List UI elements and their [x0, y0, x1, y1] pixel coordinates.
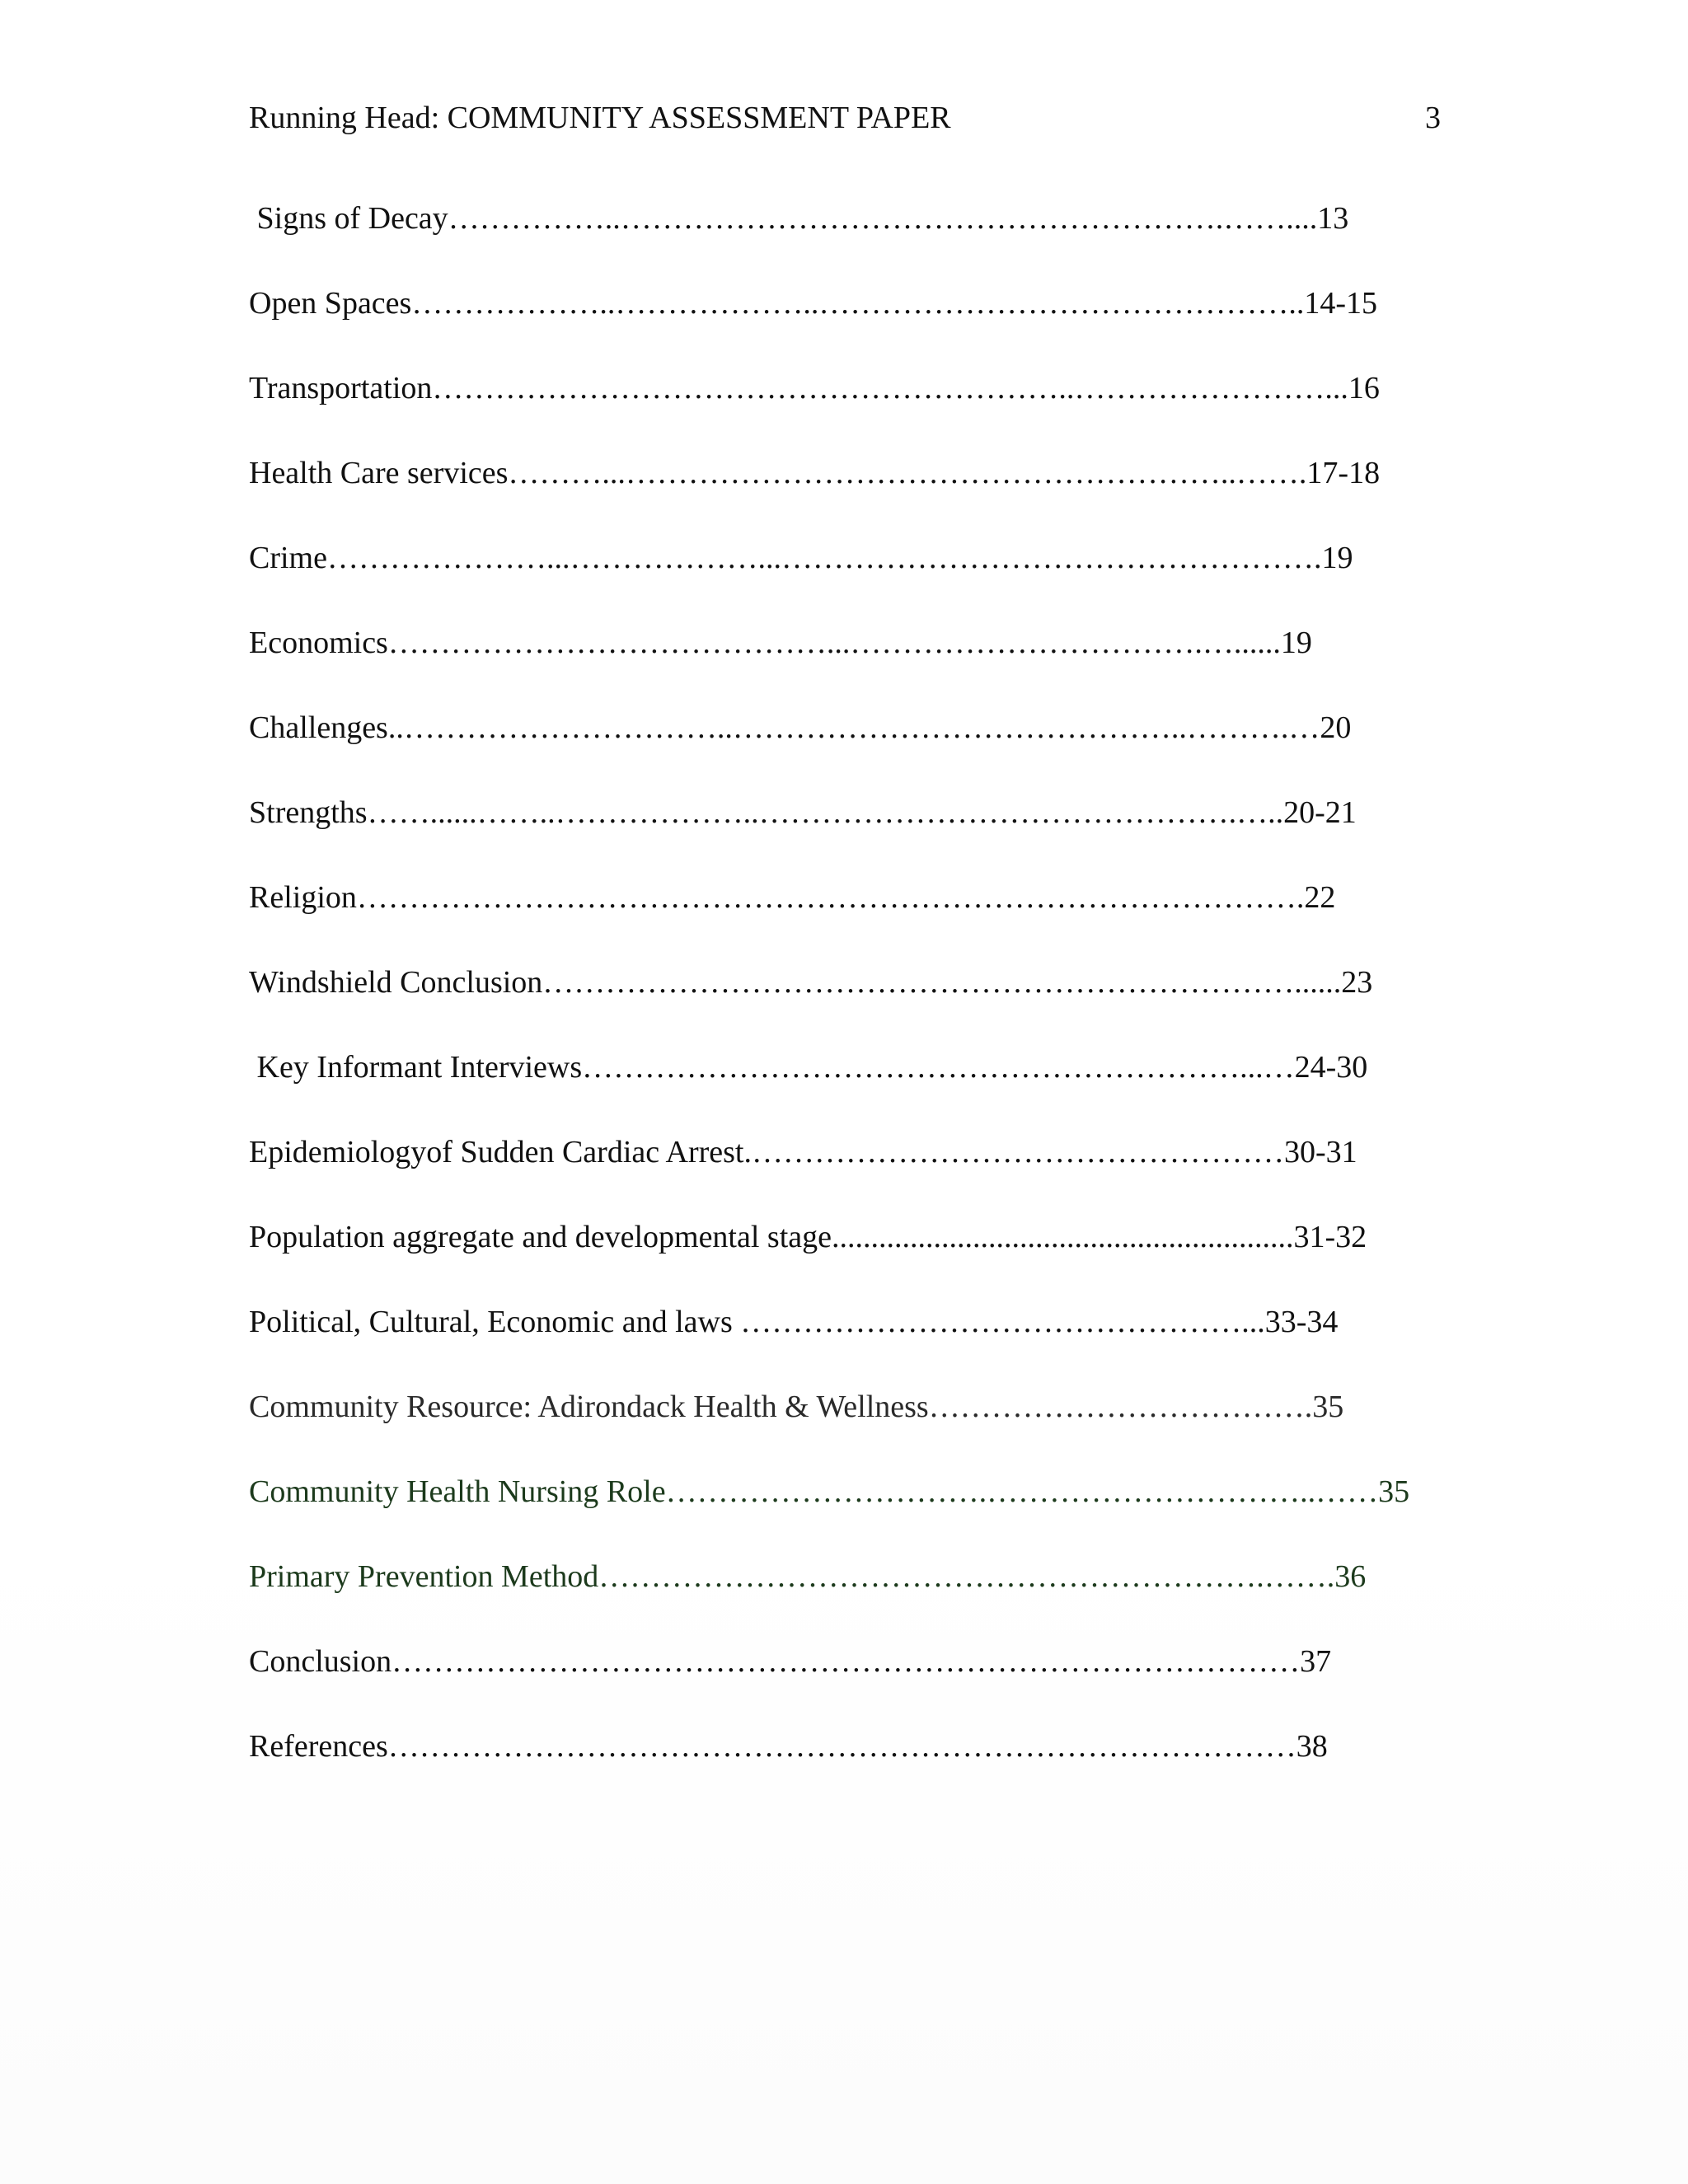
toc-leader-dots: …………………………………………...: [740, 1305, 1265, 1339]
toc-leader-dots: ………………………….…………………………..……: [665, 1474, 1379, 1509]
page-header: [249, 97, 1441, 138]
toc-leader-dots: ………………………………………………………...…: [582, 1050, 1295, 1085]
toc-entry-title: Community Health Nursing Role: [249, 1474, 666, 1509]
toc-page-number: 22: [1304, 880, 1336, 915]
toc-leader-dots: ……………………………….: [928, 1390, 1313, 1424]
toc-entry-community-health-nursing-role: [249, 1471, 1441, 1556]
toc-entry-title: Political, Cultural, Economic and laws: [249, 1305, 741, 1339]
toc-leader-dots: ………...…………………………………………………..…….: [508, 456, 1307, 490]
toc-entry-transportation: [249, 368, 1441, 452]
toc-entry-crime: [249, 537, 1441, 622]
toc-leader-dots: ……………………………………………………..……………………...: [432, 371, 1348, 405]
toc-entry-political-cultural-economic: [249, 1301, 1441, 1386]
toc-leader-dots: ……………………………………...…………………………….…......: [387, 626, 1281, 660]
toc-leader-dots: ……………………………………………………………………………: [392, 1644, 1301, 1679]
toc-entry-religion: [249, 877, 1441, 962]
toc-leader-dots: …………………...………………...…………………………………………….: [326, 541, 1322, 575]
toc-entry-conclusion: [249, 1641, 1441, 1726]
running-head: Running Head: COMMUNITY ASSESSMENT PAPER: [249, 101, 951, 135]
toc-entry-title: Key Informant Interviews: [249, 1050, 583, 1085]
toc-entry-title: Crime: [249, 541, 327, 575]
toc-entry-population-aggregate: [249, 1216, 1441, 1301]
toc-leader-dots: ……………………………………………………………………………: [387, 1729, 1296, 1764]
toc-page-number: 19: [1321, 541, 1353, 575]
toc-entry-health-care-services: [249, 452, 1441, 537]
toc-entry-title: Conclusion: [249, 1644, 392, 1679]
toc-entry-title: Signs of Decay: [249, 201, 448, 236]
toc-page-number: 38: [1296, 1729, 1328, 1764]
toc-leader-dots: ………………………………………………………………......: [542, 965, 1342, 1000]
page-number: 3: [1425, 101, 1441, 135]
toc-entry-economics: [249, 622, 1441, 707]
toc-entry-community-resource: [249, 1386, 1441, 1471]
toc-entry-title: Community Resource: Adirondack Health & Wellness: [249, 1390, 929, 1424]
toc-entry-title: References: [249, 1729, 388, 1764]
toc-page-number: 30-31: [1284, 1135, 1357, 1169]
toc-leader-dots: ……......……..………………..……………………………………….…..: [367, 795, 1284, 830]
toc-entry-title: Challenges.: [249, 710, 396, 745]
toc-page-number: 37: [1300, 1644, 1332, 1679]
table-of-contents: [249, 198, 1441, 1811]
toc-page-number: 33-34: [1264, 1305, 1339, 1339]
toc-leader-dots: .……………………………………………: [743, 1135, 1284, 1169]
toc-entry-title: Windshield Conclusion: [249, 965, 543, 1000]
toc-page-number: 19: [1280, 626, 1312, 660]
toc-entry-title: Transportation: [249, 371, 433, 405]
toc-entry-epidemiology: [249, 1132, 1441, 1216]
toc-entry-title: Population aggregate and developmental stage: [249, 1220, 832, 1254]
toc-page-number: 35: [1378, 1474, 1410, 1509]
toc-entry-references: [249, 1726, 1441, 1811]
toc-page-number: 20: [1320, 710, 1352, 745]
toc-leader-dots: ……………………………………………………………………………….: [356, 880, 1305, 915]
toc-entry-strengths: [249, 792, 1441, 877]
toc-entry-open-spaces: [249, 283, 1441, 368]
toc-entry-signs-of-decay: [249, 198, 1441, 283]
toc-leader-dots: ………………..………………..………………………………………..: [411, 286, 1305, 321]
toc-page-number: 17-18: [1306, 456, 1381, 490]
toc-page-number: 23: [1341, 965, 1373, 1000]
toc-page-number: 35: [1312, 1390, 1344, 1424]
toc-entry-key-informant-interviews: [249, 1047, 1441, 1132]
toc-leader-dots: ……………………………………………………….…….: [598, 1559, 1335, 1594]
toc-entry-title: Open Spaces: [249, 286, 412, 321]
toc-entry-title: Health Care services: [249, 456, 509, 490]
toc-entry-title: Epidemiologyof Sudden Cardiac Arrest: [249, 1135, 744, 1169]
toc-entry-primary-prevention-method: [249, 1556, 1441, 1641]
toc-leader-dots: ……………..………………………………………………….……....: [448, 201, 1318, 236]
toc-entry-challenges: [249, 707, 1441, 792]
toc-page-number: 16: [1348, 371, 1380, 405]
toc-leader-dots: .…………………………..……………………………………..……….…: [396, 710, 1320, 745]
toc-leader-dots: ...........................................................: [832, 1220, 1294, 1254]
toc-entry-title: Economics: [249, 626, 388, 660]
toc-page-number: 14-15: [1304, 286, 1377, 321]
toc-entry-title: Primary Prevention Method: [249, 1559, 599, 1594]
toc-entry-windshield-conclusion: [249, 962, 1441, 1047]
toc-entry-title: Strengths: [249, 795, 368, 830]
toc-page-number: 31-32: [1293, 1220, 1367, 1254]
toc-page-number: 36: [1334, 1559, 1367, 1594]
toc-page-number: 24-30: [1294, 1050, 1368, 1085]
toc-page-number: 13: [1317, 201, 1349, 236]
toc-page-number: 20-21: [1283, 795, 1357, 830]
toc-entry-title: Religion: [249, 880, 357, 915]
